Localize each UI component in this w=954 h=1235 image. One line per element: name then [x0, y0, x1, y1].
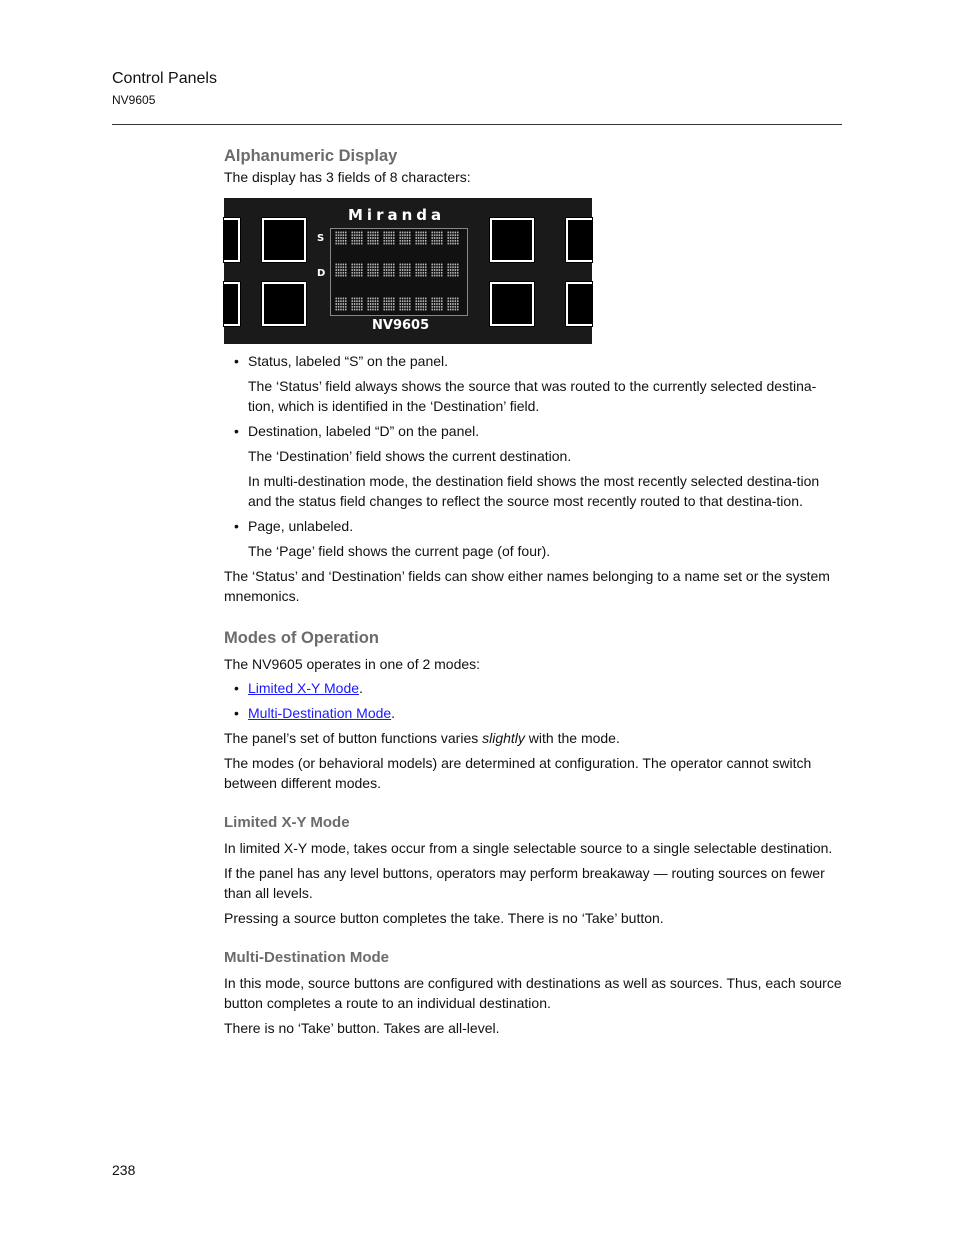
multi-p1: In this mode, source buttons are configured with destinations as well as sources. Thus, each source button completes a route to an individual destination.: [224, 975, 842, 1011]
modes-intro: The NV9605 operates in one of 2 modes:: [224, 656, 481, 672]
panel-model-label: NV9605: [372, 318, 430, 333]
panel-button: [566, 282, 592, 326]
panel-button: [490, 282, 534, 326]
field-list-page: [224, 516, 842, 536]
mode-item-multi: • Multi-Destination Mode.: [224, 703, 842, 723]
panel-button: [490, 218, 534, 262]
field-list-dest: [224, 421, 842, 441]
modes-config-text: The modes (or behavioral models) are determined at configuration. The operator cannot switch between different modes.: [224, 755, 812, 791]
modes-list: [224, 678, 842, 723]
limited-p2: If the panel has any level buttons, operators may perform breakaway — routing sources on fewer than all levels.: [224, 865, 825, 901]
destination-description: The ‘Destination’ field shows the current destination.: [248, 448, 572, 464]
page-field: [335, 297, 459, 311]
alphanumeric-display: [330, 228, 468, 316]
panel-button: [262, 218, 306, 262]
status-label: S: [317, 233, 325, 244]
alphanumeric-heading: Alphanumeric Display: [224, 147, 398, 165]
panel-button: [224, 282, 240, 326]
miranda-logo: Miranda: [348, 206, 446, 224]
modes-heading: Modes of Operation: [224, 629, 379, 647]
alphanumeric-intro: The display has 3 fields of 8 characters:: [224, 169, 471, 185]
limited-p3: Pressing a source button completes the take. There is no ‘Take’ button.: [224, 910, 664, 926]
main-content: [224, 145, 842, 1038]
multi-destination-link[interactable]: Multi-Destination Mode: [248, 705, 392, 721]
panel-button: [566, 218, 592, 262]
page-bullet: • Page, unlabeled.: [224, 516, 842, 536]
destination-bullet: • Destination, labeled “D” on the panel.: [224, 421, 842, 441]
destination-field: [335, 263, 459, 277]
mode-item-limited: • Limited X-Y Mode.: [224, 678, 842, 698]
panel-button: [262, 282, 306, 326]
fields-closing: The ‘Status’ and ‘Destination’ fields can show either names belonging to a name set or the system mnemonics.: [224, 568, 830, 604]
panel-button: [224, 218, 240, 262]
field-list: [224, 351, 842, 371]
page-number: 238: [112, 1162, 136, 1178]
status-description: The ‘Status’ field always shows the source that was routed to the currently selected destina-tion, which is identified in the ‘Destination’ field.: [248, 378, 817, 414]
limited-xy-link[interactable]: Limited X-Y Mode: [248, 680, 360, 696]
destination-multi-description: In multi-destination mode, the destination field shows the most recently selected destina-tion and the status field changes to reflect the source most recently routed to that destina-tion.: [248, 473, 820, 509]
modes-functions-text: The panel’s set of button functions varies slightly with the mode.: [224, 730, 620, 746]
multi-heading: Multi-Destination Mode: [224, 949, 389, 966]
status-bullet: • Status, labeled “S” on the panel.: [224, 351, 842, 371]
header-title: Control Panels: [112, 70, 217, 87]
destination-label: D: [317, 268, 326, 279]
status-field: [335, 231, 459, 245]
header-subtitle: NV9605: [112, 93, 156, 107]
header-rule: [112, 124, 842, 125]
limited-p1: In limited X-Y mode, takes occur from a single selectable source to a single selectable destination.: [224, 840, 833, 856]
limited-heading: Limited X-Y Mode: [224, 814, 350, 831]
multi-p2: There is no ‘Take’ button. Takes are all-level.: [224, 1020, 500, 1036]
panel-image: [224, 198, 592, 344]
page-description: The ‘Page’ field shows the current page (of four).: [248, 543, 551, 559]
